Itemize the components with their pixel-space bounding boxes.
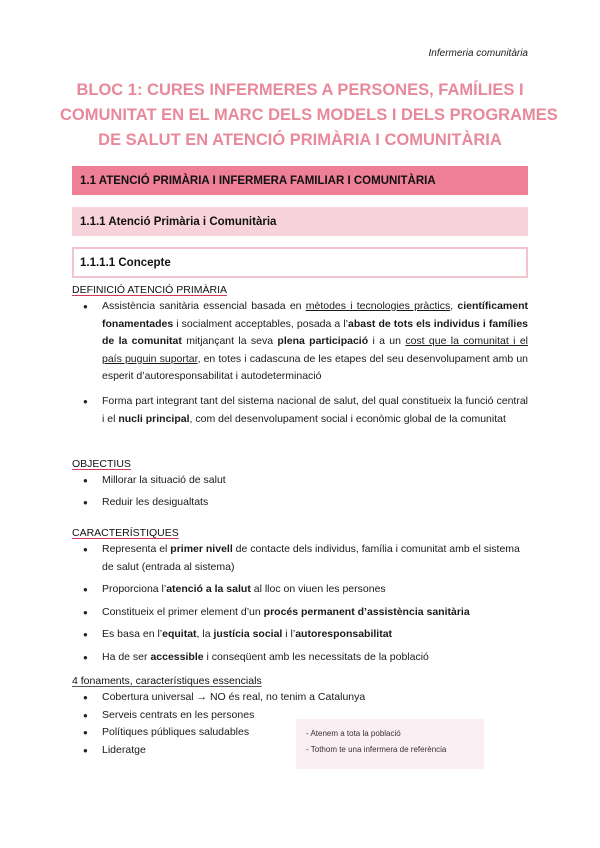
fonaments-label: 4 fonaments, característiques essencials <box>72 675 262 687</box>
page-title-line: DE SALUT EN ATENCIÓ PRIMÀRIA I COMUNITÀRIA <box>98 131 502 149</box>
list-item: ● Constitueix el primer element d’un procés permanent d’assistència sanitària <box>72 604 528 622</box>
page-title <box>60 78 558 153</box>
list-item: ● Es basa en l’equitat, la justícia social i l’autoresponsabilitat <box>72 626 528 644</box>
list-item: ● Proporciona l’atenció a la salut al lloc on viuen les persones <box>72 581 528 599</box>
running-header: Infermeria comunitària <box>428 48 528 59</box>
list-item: ● Representa el primer nivell de contacte dels individus, família i comunitat amb el sistema de salut (entrada al sistema) <box>72 541 528 576</box>
heading-1-1-1 <box>72 207 528 236</box>
side-note-line: - Atenem a tota la població <box>306 729 401 738</box>
list-item: ● Lideratge <box>72 742 528 760</box>
heading-1-1-1-text: 1.1.1 Atenció Primària i Comunitària <box>80 215 277 228</box>
list-item: ● Assistència sanitària essencial basada en mètodes i tecnologies pràctics, científicament fonamentades i socialment acceptables, posada a l’abast de tots els individus i famílies de la comunitat mitjançant la seva plena participació i a un cost que la comunitat i el país puguin suportar, en totes i cadascuna de les etapes del seu desenvolupament amb un esperit d’autoresponsabilitat i autodeterminació <box>72 298 528 386</box>
heading-1-1-1-1 <box>72 247 528 278</box>
caracteristiques-label: CARACTERÍSTIQUES <box>72 527 179 539</box>
side-note <box>296 719 484 769</box>
objectius-label: OBJECTIUS <box>72 458 131 470</box>
heading-1-1-1-1-text: 1.1.1.1 Concepte <box>80 256 171 269</box>
list-item: ● Serveis centrats en les persones <box>72 707 528 725</box>
side-note-line: - Tothom te una infermera de referència <box>306 745 447 754</box>
list-item: ● Polítiques públiques saludables <box>72 724 528 742</box>
list-item: ● Ha de ser accessible i conseqüent amb les necessitats de la població <box>72 649 528 667</box>
objectius-list <box>72 472 528 511</box>
list-item: ● Forma part integrant tant del sistema nacional de salut, del qual constitueix la funció central i el nucli principal, com del desenvolupament social i econòmic global de la comunitat <box>72 393 528 428</box>
heading-1-1 <box>72 166 528 195</box>
page-title-line: COMUNITAT EN EL MARC DELS MODELS I DELS PROGRAMES <box>60 106 558 124</box>
definicio-label: DEFINICIÓ ATENCIÓ PRIMÀRIA <box>72 284 227 296</box>
page-title-line: BLOC 1: CURES INFERMERES A PERSONES, FAMÍLIES I <box>76 81 524 99</box>
heading-1-1-text: 1.1 ATENCIÓ PRIMÀRIA I INFERMERA FAMILIAR I COMUNITÀRIA <box>80 174 436 187</box>
list-item: ● Millorar la situació de salut <box>72 472 528 490</box>
list-item: ● Cobertura universal → NO és real, no tenim a Catalunya <box>72 689 528 707</box>
caracteristiques-list <box>72 541 528 667</box>
list-item: ● Reduir les desigualtats <box>72 494 528 512</box>
definicio-list <box>72 298 528 428</box>
